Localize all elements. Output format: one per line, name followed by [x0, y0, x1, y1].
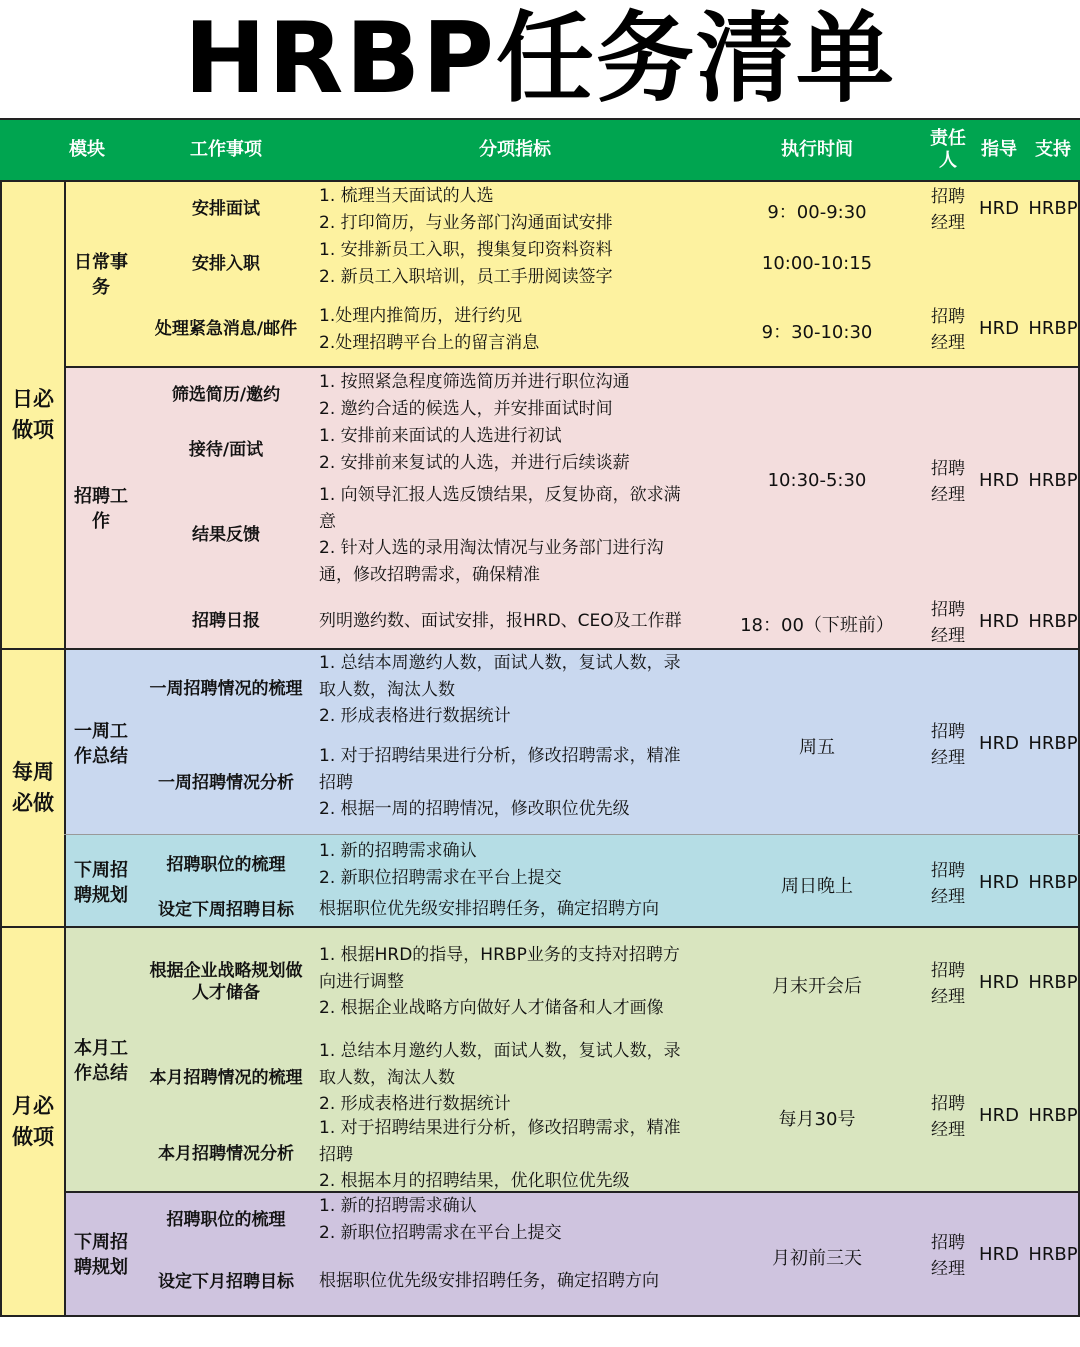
- header-time: 执行时间: [781, 139, 853, 160]
- module-line1: 下周招: [74, 1232, 128, 1253]
- indicator-line: 列明邀约数、面试安排，报HRD、CEO及工作群: [319, 611, 682, 631]
- indicator-cell: [319, 608, 711, 635]
- header-responsible-line1: 责任: [930, 128, 966, 149]
- indicator-line: 2. 打印简历，与业务部门沟通面试安排: [319, 212, 613, 233]
- module-line2: 聘规划: [74, 1257, 128, 1278]
- indicator-line: 1. 梳理当天面试的人选: [319, 186, 494, 206]
- guide-cell: HRD: [979, 318, 1019, 339]
- indicator-cell: [319, 183, 711, 236]
- responsible-cell: [918, 1091, 978, 1143]
- responsible-line1: 招聘: [931, 307, 965, 327]
- indicator-cell: [319, 838, 711, 891]
- support-cell: HRBP: [1028, 198, 1078, 219]
- module-monthly-summary: [74, 1036, 128, 1086]
- responsible-line1: 招聘: [931, 1233, 965, 1253]
- indicator-cell: [319, 650, 711, 730]
- time-cell: 10:30-5:30: [767, 470, 867, 491]
- category-daily: [2, 384, 64, 446]
- time-cell: 周日晚上: [781, 876, 853, 897]
- task-label-line2: 人才储备: [192, 983, 260, 1003]
- support-cell: HRBP: [1028, 972, 1078, 993]
- task-label: 处理紧急消息/邮件: [154, 319, 298, 339]
- category-monthly: [2, 1091, 64, 1153]
- support-cell: HRBP: [1028, 470, 1078, 491]
- responsible-line2: 经理: [931, 333, 965, 353]
- indicator-line: 2. 形成表格进行数据统计: [319, 1094, 511, 1114]
- task-label: 一周招聘情况的梳理: [149, 679, 303, 699]
- indicator-line: 1. 新的招聘需求确认: [319, 841, 477, 861]
- responsible-line1: 招聘: [931, 722, 965, 742]
- indicator-line: 招聘: [319, 1144, 353, 1165]
- indicator-cell: [319, 303, 711, 356]
- module-weekly-plan: [74, 858, 128, 908]
- time-cell: 月初前三天: [772, 1248, 862, 1269]
- responsible-cell: [918, 184, 978, 236]
- indicator-line: 2. 新员工入职培训，员工手册阅读签字: [319, 266, 613, 287]
- indicator-cell: [319, 237, 711, 290]
- border-module-1: [64, 366, 1080, 368]
- responsible-line1: 招聘: [931, 187, 965, 207]
- indicator-cell: [319, 369, 711, 422]
- guide-cell: HRD: [979, 972, 1019, 993]
- header-task: 工作事项: [190, 139, 262, 160]
- indicator-cell: [319, 896, 711, 923]
- header-responsible-line2: 人: [939, 150, 957, 171]
- indicator-line: 2. 新职位招聘需求在平台上提交: [319, 1222, 562, 1243]
- task-label: 招聘职位的梳理: [166, 1210, 286, 1230]
- task-label: 设定下月招聘目标: [158, 1272, 294, 1292]
- guide-cell: HRD: [979, 470, 1019, 491]
- time-cell: 周五: [799, 737, 835, 758]
- border-module-3: [64, 834, 1080, 835]
- indicator-line: 向进行调整: [319, 971, 404, 992]
- indicator-cell: [319, 1193, 711, 1246]
- module-line2: 务: [92, 277, 110, 298]
- indicator-line: 1. 按照紧急程度筛选简历并进行职位沟通: [319, 372, 630, 392]
- indicator-line: 2. 根据企业战略方向做好人才储备和人才画像: [319, 998, 664, 1018]
- border-bottom: [0, 1315, 1080, 1317]
- time-cell: 9：30-10:30: [761, 322, 873, 343]
- indicator-line: 2.处理招聘平台上的留言消息: [319, 332, 540, 353]
- responsible-cell: [918, 456, 978, 508]
- task-label: 本月招聘情况的梳理: [149, 1068, 303, 1088]
- responsible-line2: 经理: [931, 1120, 965, 1140]
- responsible-line2: 经理: [931, 213, 965, 233]
- border-cat-2: [0, 926, 1080, 928]
- task-label: 接待/面试: [188, 440, 264, 460]
- support-cell: HRBP: [1028, 1244, 1078, 1265]
- support-cell: HRBP: [1028, 318, 1078, 339]
- guide-cell: HRD: [979, 611, 1019, 632]
- indicator-line: 2. 安排前来复试的人选，并进行后续谈薪: [319, 452, 630, 473]
- indicator-line: 1. 对于招聘结果进行分析，修改招聘需求，精准: [319, 1118, 681, 1138]
- module-line2: 作总结: [74, 746, 128, 767]
- category-weekly-line2: 必做: [12, 791, 54, 815]
- responsible-cell: [918, 597, 978, 649]
- time-cell: 18：00（下班前）: [740, 615, 894, 636]
- indicator-line: 2. 邀约合适的候选人，并安排面试时间: [319, 398, 613, 419]
- indicator-line: 根据职位优先级安排招聘任务，确定招聘方向: [319, 1271, 659, 1291]
- module-daily-routine: [74, 250, 128, 300]
- time-cell: 月末开会后: [772, 976, 862, 997]
- module-line1: 一周工: [74, 721, 128, 742]
- module-line2: 聘规划: [74, 885, 128, 906]
- guide-cell: HRD: [979, 198, 1019, 219]
- indicator-line: 2. 根据本月的招聘结果，优化职位优先级: [319, 1171, 630, 1191]
- module-weekly-summary: [74, 719, 128, 769]
- module-line1: 招聘工: [74, 486, 128, 507]
- indicator-line: 招聘: [319, 772, 353, 793]
- task-label: 招聘职位的梳理: [166, 855, 286, 875]
- responsible-cell: [918, 1230, 978, 1282]
- guide-cell: HRD: [979, 733, 1019, 754]
- category-weekly-line1: 每周: [12, 760, 54, 784]
- task-label: 招聘日报: [192, 611, 260, 631]
- indicator-line: 取人数，淘汰人数: [319, 679, 455, 700]
- indicator-line: 1. 总结本周邀约人数，面试人数，复试人数，录: [319, 653, 681, 673]
- indicator-line: 意: [319, 511, 336, 532]
- module-recruit: [74, 484, 128, 534]
- indicator-cell: [319, 1268, 711, 1295]
- responsible-line2: 经理: [931, 1259, 965, 1279]
- task-label-line1: 根据企业战略规划做: [149, 961, 303, 981]
- responsible-cell: [918, 858, 978, 910]
- indicator-line: 取人数，淘汰人数: [319, 1067, 455, 1088]
- responsible-line2: 经理: [931, 887, 965, 907]
- support-cell: HRBP: [1028, 1105, 1078, 1126]
- responsible-line2: 经理: [931, 987, 965, 1007]
- indicator-line: 1. 总结本月邀约人数，面试人数，复试人数，录: [319, 1041, 681, 1061]
- time-cell: 每月30号: [778, 1109, 856, 1130]
- category-weekly: [2, 757, 64, 819]
- indicator-line: 1. 根据HRD的指导，HRBP业务的支持对招聘方: [319, 945, 680, 965]
- guide-cell: HRD: [979, 1105, 1019, 1126]
- responsible-line2: 经理: [931, 485, 965, 505]
- responsible-line1: 招聘: [931, 961, 965, 981]
- category-daily-line1: 日必: [12, 387, 54, 411]
- task-label: 本月招聘情况分析: [158, 1144, 294, 1164]
- indicator-line: 1. 对于招聘结果进行分析，修改招聘需求，精准: [319, 746, 681, 766]
- indicator-line: 1.处理内推简历，进行约见: [319, 306, 523, 326]
- module-line1: 本月工: [74, 1038, 128, 1059]
- time-cell: 10:00-10:15: [761, 253, 873, 274]
- indicator-line: 2. 形成表格进行数据统计: [319, 706, 511, 726]
- table-header: [0, 118, 1080, 182]
- border-category: [64, 182, 66, 1317]
- indicator-cell: [319, 1115, 711, 1195]
- responsible-line1: 招聘: [931, 600, 965, 620]
- responsible-line1: 招聘: [931, 459, 965, 479]
- header-module: 模块: [69, 139, 105, 160]
- responsible-line2: 经理: [931, 748, 965, 768]
- indicator-line: 2. 根据一周的招聘情况，修改职位优先级: [319, 799, 630, 819]
- category-daily-line2: 做项: [12, 418, 54, 442]
- responsible-line1: 招聘: [931, 861, 965, 881]
- indicator-line: 1. 新的招聘需求确认: [319, 1196, 477, 1216]
- indicator-line: 根据职位优先级安排招聘任务，确定招聘方向: [319, 899, 659, 919]
- indicator-line: 1. 安排前来面试的人选进行初试: [319, 426, 562, 446]
- page-title: HRBP任务清单: [183, 2, 896, 116]
- responsible-cell: [918, 304, 978, 356]
- module-line1: 下周招: [74, 860, 128, 881]
- time-cell: 9：00-9:30: [767, 202, 867, 223]
- indicator-line: 2. 新职位招聘需求在平台上提交: [319, 867, 562, 888]
- indicator-cell: [319, 423, 711, 476]
- task-label: 一周招聘情况分析: [158, 773, 294, 793]
- indicator-cell: [319, 1038, 711, 1118]
- task-label: 筛选简历/邀约: [171, 385, 281, 405]
- indicator-cell: [319, 482, 711, 588]
- module-monthly-plan: [74, 1230, 128, 1280]
- header-guide: 指导: [981, 139, 1017, 160]
- module-line2: 作: [92, 511, 110, 532]
- task-label: [140, 957, 312, 1007]
- guide-cell: HRD: [979, 1244, 1019, 1265]
- support-cell: HRBP: [1028, 872, 1078, 893]
- task-label: 设定下周招聘目标: [158, 900, 294, 920]
- indicator-line: 1. 安排新员工入职，搜集复印资料资料: [319, 240, 613, 260]
- responsible-cell: [918, 719, 978, 771]
- responsible-line2: 经理: [931, 626, 965, 646]
- category-monthly-line2: 做项: [12, 1125, 54, 1149]
- support-cell: HRBP: [1028, 733, 1078, 754]
- responsible-cell: [918, 958, 978, 1010]
- guide-cell: HRD: [979, 872, 1019, 893]
- indicator-cell: [319, 942, 711, 1022]
- task-label: 安排面试: [192, 199, 260, 219]
- task-label: 安排入职: [192, 254, 260, 274]
- header-indicator: 分项指标: [479, 139, 551, 160]
- indicator-cell: [319, 743, 711, 823]
- module-line1: 日常事: [74, 252, 128, 273]
- task-label: 结果反馈: [192, 525, 260, 545]
- header-responsible: [918, 120, 978, 180]
- module-line2: 作总结: [74, 1063, 128, 1084]
- support-cell: HRBP: [1028, 611, 1078, 632]
- indicator-line: 1. 向领导汇报人选反馈结果，反复协商，欲求满: [319, 485, 681, 505]
- indicator-line: 通，修改招聘需求，确保精准: [319, 564, 540, 585]
- indicator-line: 2. 针对人选的录用淘汰情况与业务部门进行沟: [319, 538, 664, 558]
- header-support: 支持: [1035, 139, 1071, 160]
- category-monthly-line1: 月必: [12, 1094, 54, 1118]
- responsible-line1: 招聘: [931, 1094, 965, 1114]
